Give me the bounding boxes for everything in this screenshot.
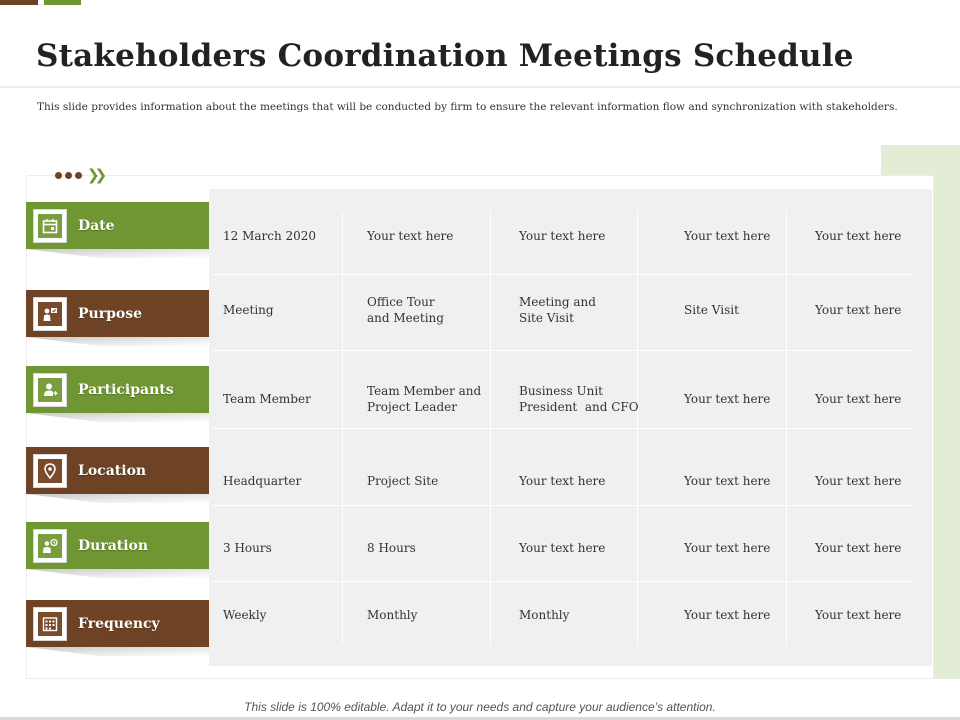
page-subtitle: This slide provides information about the meetings that will be conducted by firm to ensure the relevant information flow and synchronization with stakeholders.	[37, 101, 898, 113]
label-box	[26, 600, 209, 647]
label-box	[26, 447, 209, 494]
title-divider	[0, 86, 960, 88]
label-box	[26, 366, 209, 413]
add-user-icon	[38, 378, 62, 402]
table-cell: Your text here	[684, 541, 771, 555]
table-cell: Your text here	[519, 474, 606, 488]
table-cell: Your text here	[815, 392, 902, 406]
row-label-text: Location	[78, 462, 147, 479]
table-cell: Your text here	[519, 229, 606, 243]
label-box	[26, 202, 209, 249]
row-divider	[212, 505, 912, 506]
table-cell: 12 March 2020	[223, 229, 317, 243]
presenter-icon	[38, 302, 62, 326]
row-divider	[212, 350, 912, 351]
row-label-participants	[26, 366, 209, 413]
row-divider	[212, 428, 912, 429]
table-cell: Team Member	[223, 392, 311, 406]
row-label-purpose	[26, 290, 209, 337]
dot-icon	[55, 172, 62, 179]
table-cell: Meeting	[223, 303, 274, 317]
label-box	[26, 522, 209, 569]
row-label-duration	[26, 522, 209, 569]
clock-person-icon	[38, 534, 62, 558]
table-cell: Your text here	[815, 474, 902, 488]
footer-note: This slide is 100% editable. Adapt it to your needs and capture your audience’s attention.	[244, 700, 716, 714]
table-cell: Monthly	[367, 608, 418, 622]
icon-tile	[33, 297, 67, 331]
row-label-text: Duration	[78, 537, 149, 554]
icon-tile	[33, 607, 67, 641]
table-cell: Your text here	[684, 608, 771, 622]
table-cell: Business Unit President and CFO	[519, 384, 639, 414]
table-cell: Site Visit	[684, 303, 739, 317]
schedule-table	[209, 189, 932, 666]
double-chevron-icon: ❯❯	[87, 166, 103, 184]
calendar-icon	[38, 214, 62, 238]
row-label-text: Frequency	[78, 615, 160, 632]
table-cell: Your text here	[684, 392, 771, 406]
table-cell: Your text here	[367, 229, 454, 243]
table-cell: Your text here	[815, 229, 902, 243]
table-cell: Monthly	[519, 608, 570, 622]
icon-tile	[33, 529, 67, 563]
table-cell: Meeting and Site Visit	[519, 295, 596, 325]
table-cell: Your text here	[815, 303, 902, 317]
dot-icon	[75, 172, 82, 179]
label-box	[26, 290, 209, 337]
location-pin-icon	[38, 459, 62, 483]
row-label-frequency	[26, 600, 209, 647]
table-cell: Team Member and Project Leader	[367, 384, 482, 414]
icon-tile	[33, 209, 67, 243]
table-cell: Office Tour and Meeting	[367, 295, 444, 325]
table-cell: Weekly	[223, 608, 267, 622]
table-cell: Your text here	[815, 608, 902, 622]
page-title: Stakeholders Coordination Meetings Schedule	[36, 38, 854, 74]
row-label-date	[26, 202, 209, 249]
table-cell: Your text here	[684, 229, 771, 243]
row-label-text: Purpose	[78, 305, 142, 322]
table-cell: Project Site	[367, 474, 439, 488]
table-cell: Your text here	[815, 541, 902, 555]
top-accent-brown	[0, 0, 38, 5]
icon-tile	[33, 454, 67, 488]
table-cell: Headquarter	[223, 474, 302, 488]
decorative-dots	[55, 168, 102, 183]
table-cell: Your text here	[684, 474, 771, 488]
table-cell: 3 Hours	[223, 541, 272, 555]
row-divider	[212, 274, 912, 275]
row-label-text: Participants	[78, 381, 174, 398]
dot-icon	[65, 172, 72, 179]
table-cell: 8 Hours	[367, 541, 416, 555]
row-label-text: Date	[78, 217, 115, 234]
top-accent-green	[44, 0, 81, 5]
row-divider	[212, 581, 912, 582]
icon-tile	[33, 373, 67, 407]
row-label-location	[26, 447, 209, 494]
grid-calendar-icon	[38, 612, 62, 636]
table-cell: Your text here	[519, 541, 606, 555]
